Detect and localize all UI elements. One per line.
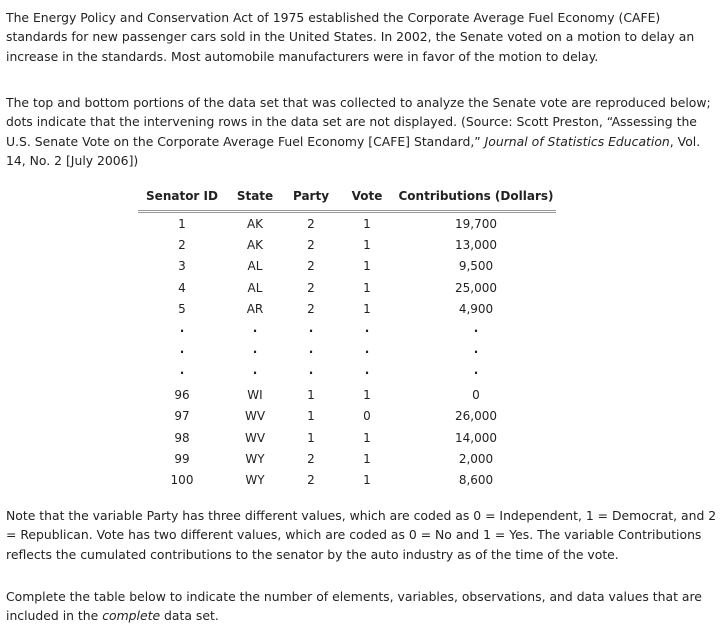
table-row: [138, 212, 556, 235]
data-intro-citation: , Vol. 14, No. 2 [July 2006]): [6, 133, 701, 168]
column-header: Vote: [338, 187, 396, 212]
task-paragraph: [6, 587, 721, 626]
table-cell: WV: [244, 409, 266, 424]
table-cell: 5: [178, 302, 186, 317]
table-cell: 97: [174, 409, 190, 424]
table-cell: 1: [363, 280, 371, 295]
table-cell: 2: [178, 238, 186, 253]
table-cell: 2: [307, 280, 315, 295]
table-cell: ·: [473, 366, 479, 381]
table-cell: 3: [178, 259, 186, 274]
table-cell: WV: [244, 430, 266, 445]
table-cell: WI: [247, 387, 263, 402]
table-cell: 1: [363, 451, 371, 466]
table-cell: 1: [363, 473, 371, 488]
table-row: [138, 341, 556, 362]
table-cell: 100: [170, 473, 194, 488]
table-cell: ·: [179, 323, 185, 338]
table-cell: AL: [247, 259, 263, 274]
table-cell: ·: [308, 345, 314, 360]
table-cell: 0: [472, 387, 480, 402]
table-cell: 19,700: [455, 216, 497, 231]
table-cell: 2: [307, 473, 315, 488]
table-cell: 13,000: [455, 238, 497, 253]
table-row: [138, 406, 556, 427]
table-cell: 1: [307, 430, 315, 445]
table-cell: ·: [364, 345, 370, 360]
table-cell: 1: [307, 409, 315, 424]
table-row: [138, 448, 556, 469]
table-cell: 1: [363, 387, 371, 402]
task-text-end: data set.: [160, 608, 219, 624]
table-row: [138, 256, 556, 277]
table-cell: ·: [252, 323, 258, 338]
table-cell: 8,600: [458, 473, 494, 488]
column-header: State: [226, 187, 284, 212]
table-cell: ·: [308, 366, 314, 381]
senate-vote-table: [138, 187, 556, 491]
table-cell: 14,000: [455, 430, 497, 445]
table-cell: ·: [179, 345, 185, 360]
journal-title: Journal of Statistics Education: [484, 133, 670, 149]
table-row: [138, 427, 556, 448]
table-cell: 25,000: [455, 280, 497, 295]
table-cell: 2: [307, 451, 315, 466]
table-cell: 1: [363, 238, 371, 253]
table-cell: 98: [174, 430, 190, 445]
table-cell: ·: [308, 323, 314, 338]
table-row: [138, 299, 556, 320]
table-cell: AK: [246, 216, 264, 231]
table-header-row: [138, 187, 556, 212]
table-row: [138, 320, 556, 341]
table-row: [138, 277, 556, 298]
task-text: Complete the table below to indicate the number of elements, variables, observations, and data values that are included in the: [6, 589, 702, 624]
table-cell: 96: [174, 387, 190, 402]
table-cell: 1: [363, 216, 371, 231]
table-cell: 2: [307, 259, 315, 274]
table-row: [138, 470, 556, 491]
table-cell: AK: [246, 238, 264, 253]
table-cell: 1: [178, 216, 186, 231]
table-cell: ·: [179, 366, 185, 381]
table-cell: 1: [363, 259, 371, 274]
column-header: Contributions (Dollars): [396, 187, 556, 212]
table-cell: 2: [307, 238, 315, 253]
table-row: [138, 234, 556, 255]
table-cell: 9,500: [458, 259, 494, 274]
table-cell: 1: [363, 302, 371, 317]
table-cell: 0: [363, 409, 371, 424]
table-cell: AL: [247, 280, 263, 295]
table-cell: ·: [364, 323, 370, 338]
table-cell: AR: [246, 302, 264, 317]
table-cell: 2: [307, 302, 315, 317]
table-row: [138, 384, 556, 405]
table-cell: ·: [473, 323, 479, 338]
table-cell: ·: [252, 345, 258, 360]
table-cell: 99: [174, 451, 190, 466]
table-cell: 2: [307, 216, 315, 231]
table-cell: 1: [363, 430, 371, 445]
table-cell: 4,900: [458, 302, 494, 317]
column-header: Party: [284, 187, 338, 212]
intro-paragraph: The Energy Policy and Conservation Act of 1975 established the Corporate Average Fuel Economy (CAFE) standards for new passenger cars sold in the United States. In 2002, the Senate voted on a motion to delay an increase in the standards. Most automobile manufacturers were in favor of the motion to delay.: [6, 10, 695, 64]
table-cell: ·: [473, 345, 479, 360]
table-cell: ·: [252, 366, 258, 381]
table-cell: 2,000: [458, 451, 494, 466]
column-header: Senator ID: [138, 187, 226, 212]
table-row: [138, 363, 556, 384]
task-emphasis: complete: [102, 608, 161, 624]
table-cell: 1: [307, 387, 315, 402]
table-cell: WY: [245, 473, 265, 488]
note-paragraph: Note that the variable Party has three different values, which are coded as 0 = Independent, 1 = Democrat, and 2 = Republican. Vote has two different values, which are coded as 0 = No and 1 = Yes. The variable Contributions reflects the cumulated contributions to the senator by the auto industry as of the time of the vote.: [6, 508, 717, 562]
table-cell: ·: [364, 366, 370, 381]
data-intro-paragraph: [6, 93, 721, 170]
table-cell: 4: [178, 280, 186, 295]
table-cell: WY: [245, 451, 265, 466]
data-intro-text: The top and bottom portions of the data set that was collected to analyze the Senate vote are reproduced below; dots indicate that the intervening rows in the data set are not displayed. (Source: Scott Preston, “Assessing the U.S. Senate Vote on the Corporate Average Fuel Economy [CAFE] Standard,”: [6, 95, 711, 149]
table-cell: 26,000: [455, 409, 497, 424]
